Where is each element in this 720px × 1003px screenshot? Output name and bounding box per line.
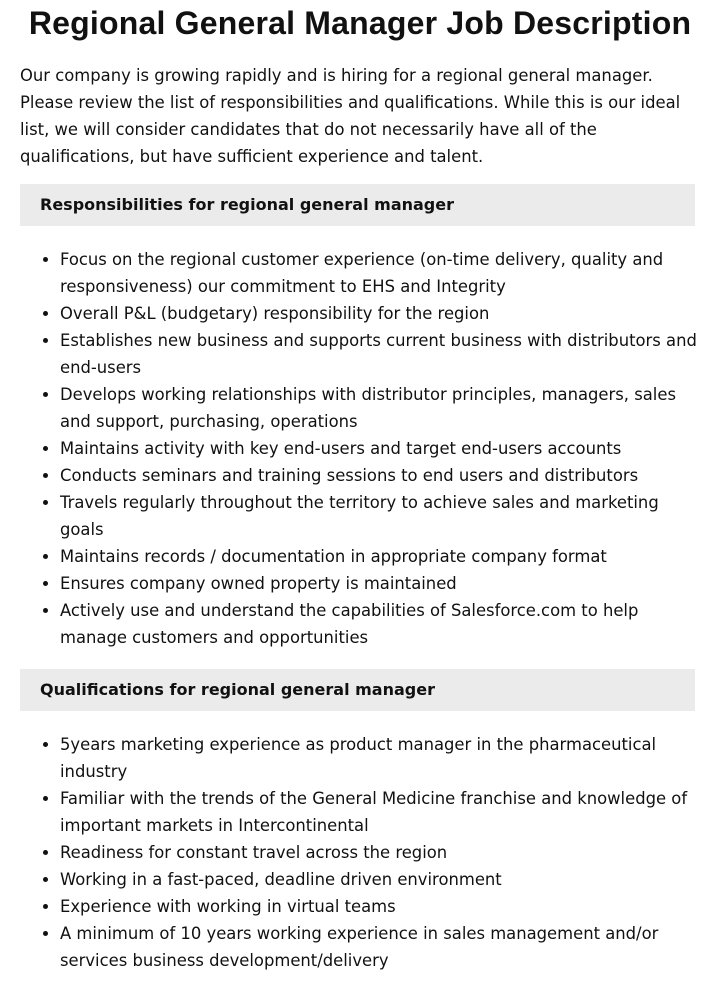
list-item: • 5years marketing experience as product manager in the pharmaceutical industry <box>60 731 700 785</box>
qualifications-heading: Qualifications for regional general manager <box>20 669 695 711</box>
list-item: • Maintains activity with key end-users and target end-users accounts <box>60 435 700 462</box>
list-item: • Experience with working in virtual teams <box>60 893 700 920</box>
list-item: • Familiar with the trends of the General Medicine franchise and knowledge of important markets in Intercontinental <box>60 785 700 839</box>
list-item: • Develops working relationships with distributor principles, managers, sales and support, purchasing, operations <box>60 381 700 435</box>
list-item: • A minimum of 10 years working experience in sales management and/or services business development/delivery <box>60 920 700 974</box>
list-item: • Travels regularly throughout the territory to achieve sales and marketing goals <box>60 489 700 543</box>
list-item: • Conducts seminars and training sessions to end users and distributors <box>60 462 700 489</box>
list-item: • Readiness for constant travel across the region <box>60 839 700 866</box>
list-item: • Maintains records / documentation in appropriate company format <box>60 543 700 570</box>
list-item: • Working in a fast-paced, deadline driven environment <box>60 866 700 893</box>
page-title: Regional General Manager Job Description <box>28 5 692 41</box>
responsibilities-heading: Responsibilities for regional general manager <box>20 184 695 226</box>
list-item: • Overall P&L (budgetary) responsibility for the region <box>60 300 700 327</box>
list-item: • Ensures company owned property is maintained <box>60 570 700 597</box>
intro-paragraph: Our company is growing rapidly and is hiring for a regional general manager. Please review the list of responsibilities and qualifications. While this is our ideal list, we will consider candidates that do not necessarily have all of the qualifications, but have sufficient experience and talent. <box>20 66 681 166</box>
responsibilities-list <box>20 246 700 651</box>
list-item: • Establishes new business and supports current business with distributors and end-users <box>60 327 700 381</box>
list-item: • Focus on the regional customer experience (on-time delivery, quality and responsiveness) our commitment to EHS and Integrity <box>60 246 700 300</box>
list-item: • Actively use and understand the capabilities of Salesforce.com to help manage customers and opportunities <box>60 597 700 651</box>
qualifications-list <box>20 731 700 974</box>
